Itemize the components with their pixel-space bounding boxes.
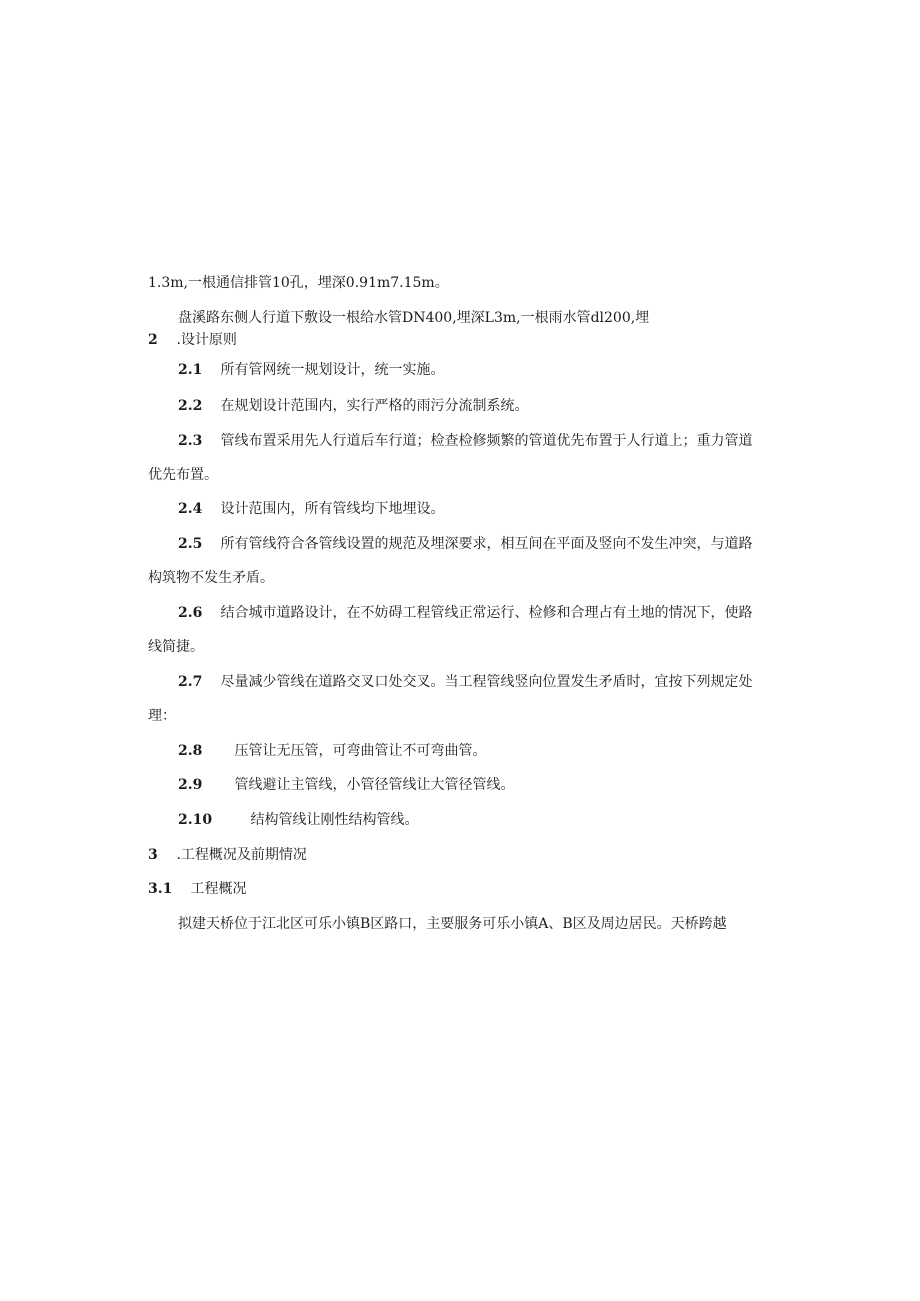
clause-number: 2.9 <box>178 777 203 793</box>
clause-text: 在规划设计范围内，实行严格的雨污分流制系统。 <box>220 398 529 414</box>
clause-number: 2.5 <box>178 536 203 552</box>
clause-item <box>178 360 444 380</box>
clause-item <box>178 396 528 416</box>
clause-item <box>178 431 752 451</box>
clause-item <box>178 810 418 830</box>
text-line <box>148 706 176 726</box>
clause-number: 2.1 <box>178 362 203 378</box>
subsection-title: 工程概况 <box>190 881 247 897</box>
subsection-heading <box>148 879 246 899</box>
clause-text: 管线避让主管线，小管径管线让大管径管线。 <box>234 777 515 793</box>
clause-text: 压管让无压管，可弯曲管让不可弯曲管。 <box>234 743 487 759</box>
section-title: .设计原则 <box>176 332 237 348</box>
clause-number: 2.10 <box>178 812 213 828</box>
section-heading <box>148 330 237 350</box>
section-heading <box>148 845 307 865</box>
line-text: 构筑物不发生矛盾。 <box>148 570 274 586</box>
clause-number: 2.7 <box>178 674 203 690</box>
text-line <box>148 273 449 293</box>
line-text: 拟建天桥位于江北区可乐小镇B区路口，主要服务可乐小镇A、B区及周边居民。天桥跨越 <box>178 916 727 932</box>
text-line <box>148 465 218 485</box>
clause-number: 2.2 <box>178 398 203 414</box>
text-line <box>178 914 727 934</box>
text-line <box>178 308 658 328</box>
clause-text: 结合城市道路设计，在不妨碍工程管线正常运行、检修和合理占有土地的情况下，使路 <box>220 605 753 621</box>
clause-text: 管线布置采用先人行道后车行道；检查检修频繁的管道优先布置于人行道上；重力管道 <box>220 433 753 449</box>
clause-text: 尽量减少管线在道路交叉口处交叉。当工程管线竖向位置发生矛盾时，宜按下列规定处 <box>220 674 753 690</box>
clause-text: 设计范围内，所有管线均下地埋设。 <box>220 501 445 517</box>
clause-item <box>178 499 444 519</box>
clause-item <box>178 534 752 554</box>
clause-item <box>178 741 486 761</box>
line-text: 理： <box>148 708 176 724</box>
line-text: 盘溪路东侧人行道下敷设一根给水管DN400,埋深L3m,一根雨水管dl200,埋 <box>178 310 650 326</box>
section-number: 3 <box>148 847 158 863</box>
section-number: 2 <box>148 332 158 348</box>
clause-text: 结构管线让刚性结构管线。 <box>250 812 419 828</box>
text-line <box>148 637 204 657</box>
subsection-number: 3.1 <box>148 881 173 897</box>
clause-number: 2.3 <box>178 433 203 449</box>
line-text: 线简捷。 <box>148 639 204 655</box>
clause-text: 所有管网统一规划设计，统一实施。 <box>220 362 445 378</box>
line-text: 1.3m,一根通信排管10孔，埋深0.91m7.15m。 <box>148 275 449 291</box>
clause-item <box>178 775 514 795</box>
clause-item <box>178 672 752 692</box>
clause-number: 2.6 <box>178 605 203 621</box>
section-title: .工程概况及前期情况 <box>176 847 307 863</box>
clause-number: 2.8 <box>178 743 203 759</box>
text-line <box>148 568 274 588</box>
line-text: 优先布置。 <box>148 467 218 483</box>
clause-text: 所有管线符合各管线设置的规范及埋深要求，相互间在平面及竖向不发生冲突，与道路 <box>220 536 753 552</box>
clause-item <box>178 603 752 623</box>
clause-number: 2.4 <box>178 501 203 517</box>
